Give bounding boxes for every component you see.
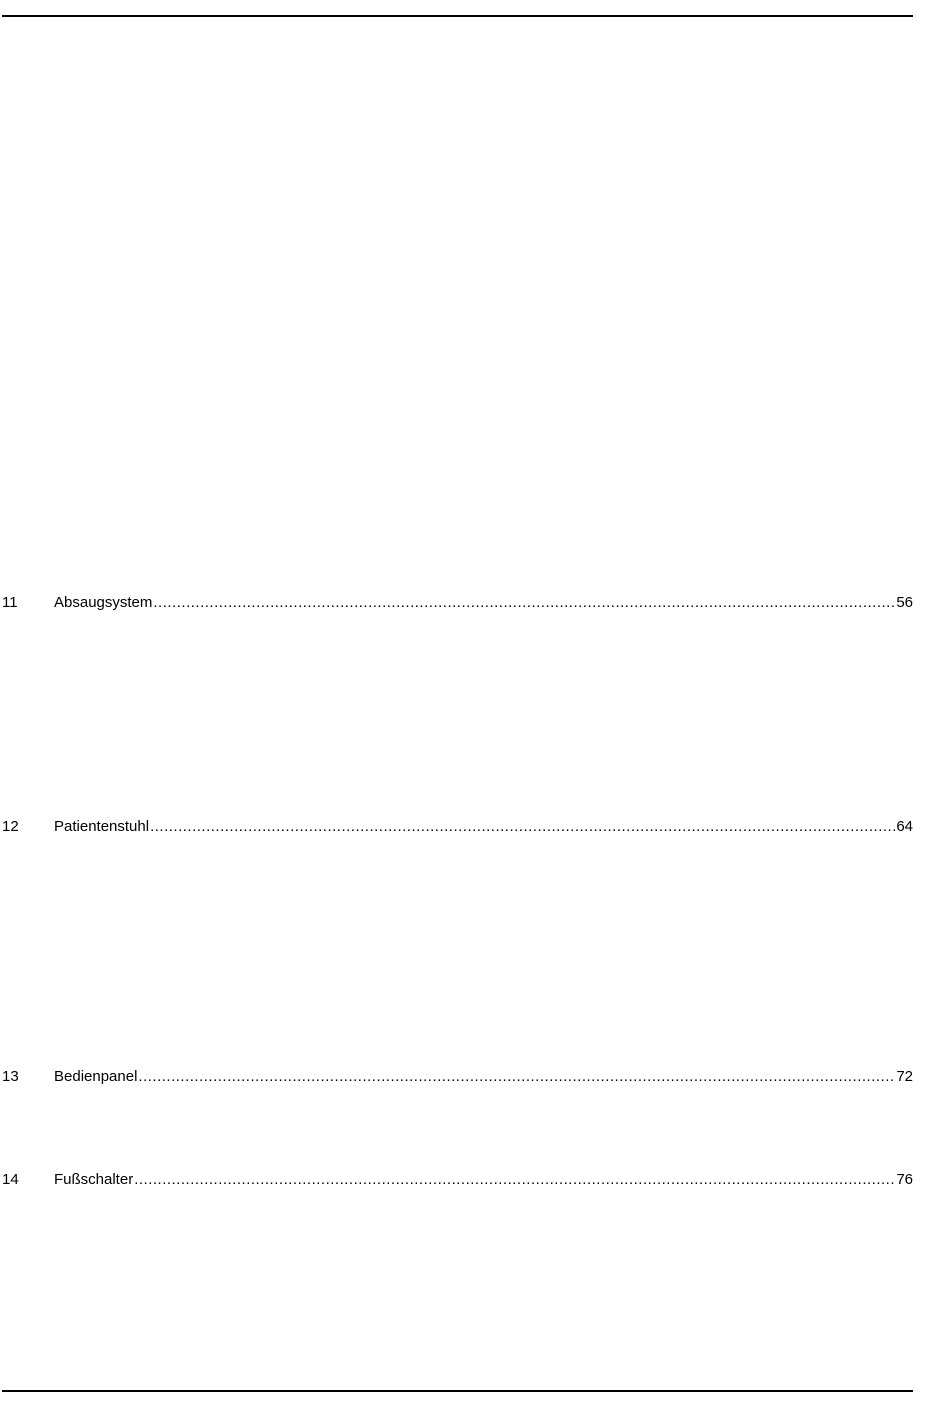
toc-entry-number: 11 [2,594,18,611]
toc-entry-number: 14 [2,1171,19,1188]
toc-entry-page: 76 [896,1171,913,1188]
dot-leader [134,1170,895,1190]
toc-entry-fussschalter[interactable] [2,1170,913,1190]
toc-entry-bedienpanel[interactable] [2,1067,913,1087]
dot-leader [153,593,895,613]
dot-leader [138,1067,895,1087]
toc-entry-page: 72 [896,1068,913,1085]
toc-entry-number: 13 [2,1068,19,1085]
toc-entry-number: 12 [2,818,19,835]
toc-entry-title: Fußschalter [54,1171,134,1188]
bottom-rule [2,1390,913,1392]
dot-leader [150,817,895,837]
top-rule [2,15,913,17]
toc-entry-title: Patientenstuhl [54,818,150,835]
toc-entry-absaugsystem[interactable] [2,593,913,613]
toc-entry-title: Bedienpanel [54,1068,138,1085]
toc-entry-title: Absaugsystem [54,594,153,611]
toc-entry-page: 56 [896,594,913,611]
toc-entry-page: 64 [896,818,913,835]
toc-entry-patientenstuhl[interactable] [2,817,913,837]
